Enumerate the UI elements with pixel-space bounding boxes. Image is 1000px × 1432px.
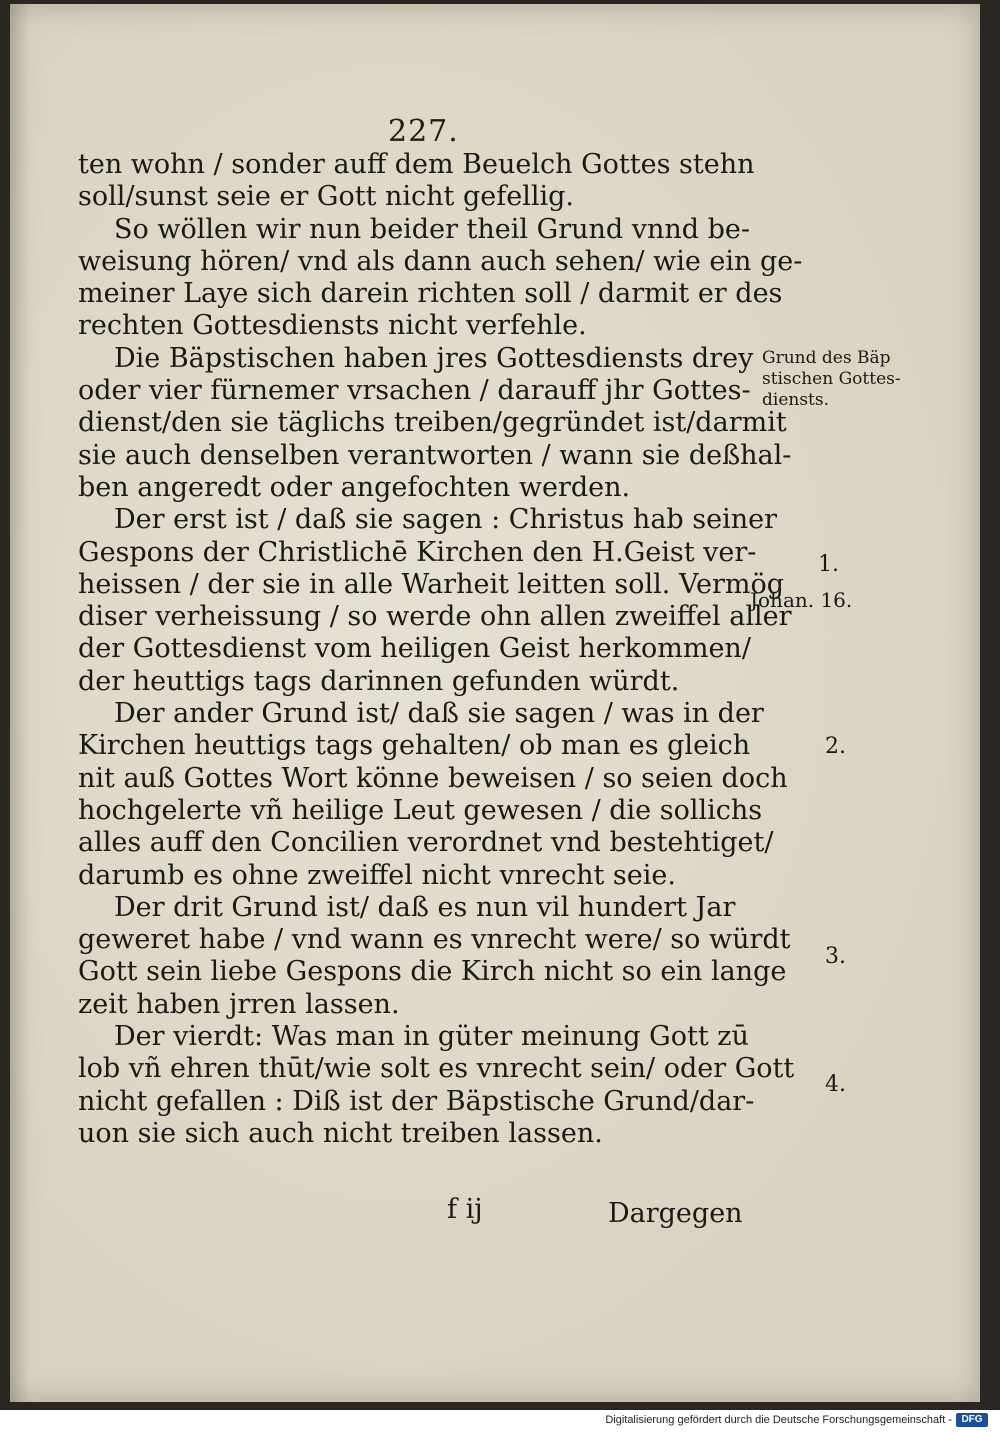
funding-credit: Digitalisierung gefördert durch die Deutsche Forschungsgemeinschaft - xyxy=(605,1414,952,1426)
side-gloss-line: stischen Gottes- xyxy=(762,369,901,389)
text-line: ten wohn / sonder auff dem Beuelch Gottes stehn xyxy=(78,149,755,180)
text-line: heissen / der sie in alle Warheit leitten soll. Vermög xyxy=(78,568,785,600)
text-line: Der drit Grund ist/ daß es nun vil hundert Jar xyxy=(114,891,736,923)
text-line: diser verheissung / so werde ohn allen zweiffel aller xyxy=(78,601,792,633)
margin-number-4: 4. xyxy=(825,1072,846,1097)
catchword: Dargegen xyxy=(608,1198,743,1229)
text-line: dienst/den sie täglichs treiben/gegründet ist/darmit xyxy=(78,407,787,439)
text-line: Der vierdt: Was man in güter meinung Gott zū xyxy=(114,1021,749,1053)
dfg-logo-icon: DFG xyxy=(956,1413,988,1427)
side-gloss xyxy=(762,348,901,411)
text-line: oder vier fürnemer vrsachen / darauff jhr Gottes- xyxy=(78,375,751,407)
text-line: meiner Laye sich darein richten soll / darmit er des xyxy=(78,278,783,310)
side-gloss-line: diensts. xyxy=(762,390,830,410)
text-line: nicht gefallen : Diß ist der Bäpstische Grund/dar- xyxy=(78,1085,755,1117)
book-page xyxy=(10,4,980,1402)
text-line: uon sie sich auch nicht treiben lassen. xyxy=(78,1117,603,1149)
text-line: Gespons der Christlichē Kirchen den H.Geist ver- xyxy=(78,536,757,568)
margin-number-2: 2. xyxy=(825,734,846,759)
margin-reference: Johan. 16. xyxy=(750,588,853,612)
text-line: soll/sunst seie er Gott nicht gefellig. xyxy=(78,181,574,213)
text-line: lob vñ ehren thūt/wie solt es vnrecht sein/ oder Gott xyxy=(78,1053,795,1085)
text-line: Kirchen heuttigs tags gehalten/ ob man es gleich xyxy=(78,730,751,762)
text-line: Der ander Grund ist/ daß sie sagen / was in der xyxy=(114,698,764,730)
margin-number-3: 3. xyxy=(825,944,846,969)
text-line: rechten Gottesdiensts nicht verfehle. xyxy=(78,310,587,342)
text-line: ben angeredt oder angefochten werden. xyxy=(78,471,631,503)
text-line: sie auch denselben verantworten / wann sie deßhal- xyxy=(78,439,792,471)
text-line: Der erst ist / daß sie sagen : Christus hab seiner xyxy=(114,504,778,536)
text-line: Die Bäpstischen haben jres Gottesdiensts drey xyxy=(114,342,754,374)
text-line: Gott sein liebe Gespons die Kirch nicht so ein lange xyxy=(78,956,787,988)
text-line: zeit haben jrren lassen. xyxy=(78,988,400,1020)
text-line: der heuttigs tags darinnen gefunden würdt. xyxy=(78,665,680,697)
text-line: weisung hören/ vnd als dann auch sehen/ wie ein ge- xyxy=(78,245,803,277)
text-line: hochgelerte vñ heilige Leut gewesen / die sollichs xyxy=(78,794,763,826)
margin-number-1: 1. xyxy=(818,552,839,577)
text-line: nit auß Gottes Wort könne beweisen / so seien doch xyxy=(78,762,788,794)
signature-mark: f ij xyxy=(447,1194,483,1225)
text-line: geweret habe / vnd wann es vnrecht were/ so würdt xyxy=(78,924,791,956)
text-line: der Gottesdienst vom heiligen Geist herkommen/ xyxy=(78,633,751,665)
page-number: 227. xyxy=(388,114,459,149)
side-gloss-line: Grund des Bäp xyxy=(762,348,891,368)
text-line: alles auff den Concilien verordnet vnd bestehtiget/ xyxy=(78,827,774,859)
text-line: So wöllen wir nun beider theil Grund vnnd be- xyxy=(114,213,751,245)
text-line: darumb es ohne zweiffel nicht vnrecht seie. xyxy=(78,859,676,891)
